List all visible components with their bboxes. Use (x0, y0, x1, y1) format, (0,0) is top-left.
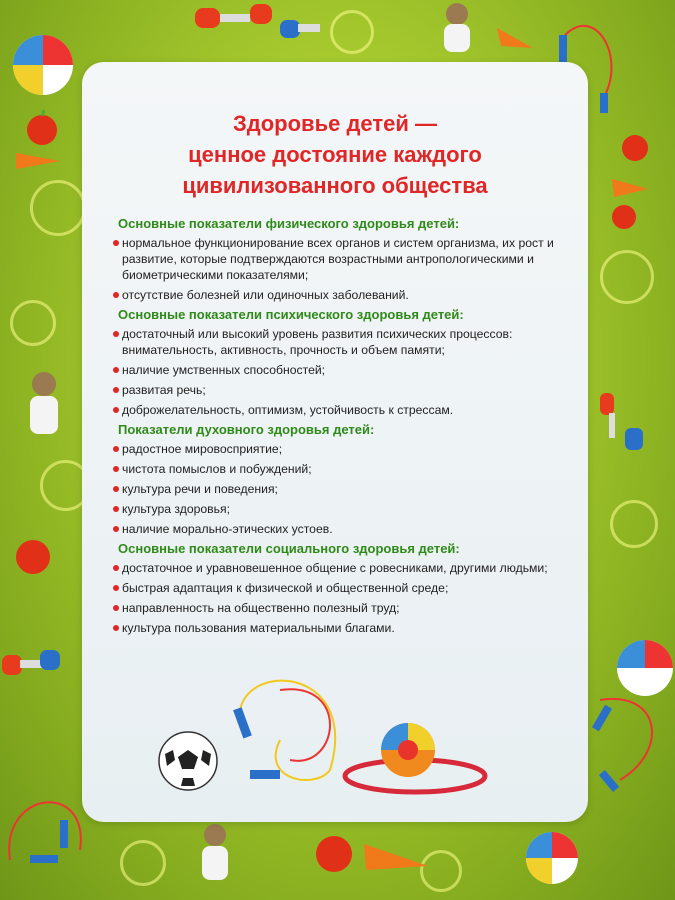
item-text: достаточное и уравновешенное общение с ровесниками, другими людьми; (122, 561, 548, 575)
list-item (112, 461, 562, 477)
carrot-icon (610, 175, 650, 201)
item-text: развитая речь; (122, 383, 206, 397)
list-item (112, 580, 562, 596)
list-item (112, 600, 562, 616)
section-spiritual (112, 422, 562, 537)
title-line: Здоровье детей — (232, 111, 437, 136)
carrot-icon (362, 836, 432, 876)
list-item (112, 620, 562, 636)
item-text: доброжелательность, оптимизм, устойчивость к стрессам. (122, 403, 454, 417)
dumbbell-icon (595, 388, 650, 458)
bullet-icon (113, 407, 119, 413)
bullet-icon (113, 585, 119, 591)
decor-ring (120, 840, 166, 886)
carrot-icon (14, 145, 64, 175)
beach-ball-icon (610, 638, 675, 698)
indicator-list (112, 441, 562, 537)
bullet-icon (113, 331, 119, 337)
teddy-bear-icon (432, 0, 482, 55)
bullet-icon (113, 565, 119, 571)
item-text: культура речи и поведения; (122, 482, 278, 496)
bullet-icon (113, 506, 119, 512)
list-item (112, 326, 562, 358)
section-heading: Основные показатели физического здоровья детей: (118, 216, 460, 231)
bullet-icon (113, 367, 119, 373)
title-line: цивилизованного общества (182, 173, 488, 198)
bullet-icon (113, 605, 119, 611)
list-item (112, 362, 562, 378)
list-item (112, 441, 562, 457)
bullet-icon (113, 625, 119, 631)
list-item (112, 521, 562, 537)
apple-icon (22, 108, 62, 148)
section-heading: Показатели духовного здоровья детей: (118, 422, 375, 437)
bullet-icon (113, 240, 119, 246)
decor-ring (30, 180, 86, 236)
apple-icon (618, 130, 653, 165)
bullet-icon (113, 486, 119, 492)
section-psychological (112, 307, 562, 418)
section-social (112, 541, 562, 636)
item-text: направленность на общественно полезный труд; (122, 601, 400, 615)
indicator-list (112, 560, 562, 636)
dumbbell-icon (0, 630, 70, 690)
item-text: достаточный или высокий уровень развития психических процессов: внимательность, активность, прочность и объем памяти; (122, 327, 513, 357)
item-text: наличие умственных способностей; (122, 363, 326, 377)
beach-ball-icon (8, 30, 78, 100)
jump-rope-icon (580, 690, 675, 800)
carrot-icon (495, 22, 535, 54)
item-text: отсутствие болезней или одиночных заболеваний. (122, 288, 409, 302)
item-text: быстрая адаптация к физической и общественной среде; (122, 581, 449, 595)
bullet-icon (113, 466, 119, 472)
indicator-list (112, 235, 562, 303)
item-text: культура здоровья; (122, 502, 230, 516)
beach-ball-icon (378, 720, 438, 780)
decor-ring (600, 250, 654, 304)
soccer-ball-icon (155, 728, 221, 794)
decor-ring (10, 300, 56, 346)
beach-ball-icon (522, 828, 582, 888)
dumbbell-icon (190, 0, 330, 50)
apple-icon (12, 535, 54, 577)
list-item (112, 287, 562, 303)
list-item (112, 235, 562, 283)
item-text: чистота помыслов и побуждений; (122, 462, 312, 476)
list-item (112, 402, 562, 418)
page-title (82, 108, 588, 201)
bullet-icon (113, 387, 119, 393)
bullet-icon (113, 526, 119, 532)
section-physical (112, 216, 562, 303)
list-item (112, 481, 562, 497)
apple-icon (312, 830, 357, 875)
teddy-bear-icon (190, 822, 240, 884)
section-heading: Основные показатели психического здоровья детей: (118, 307, 464, 322)
bullet-icon (113, 446, 119, 452)
item-text: культура пользования материальными благами. (122, 621, 395, 635)
bullet-icon (113, 292, 119, 298)
teddy-bear-icon (18, 370, 70, 440)
health-indicators (112, 212, 562, 640)
item-text: наличие морально-этических устоев. (122, 522, 333, 536)
title-line: ценное достояние каждого (188, 142, 482, 167)
indicator-list (112, 326, 562, 418)
item-text: нормальное функционирование всех органов и систем организма, их рост и развитие, которые подтверждаются возрастными антропологическими и биометрическими показателями; (122, 236, 554, 282)
list-item (112, 382, 562, 398)
list-item (112, 501, 562, 517)
decor-ring (330, 10, 374, 54)
section-heading: Основные показатели социального здоровья детей: (118, 541, 460, 556)
decor-ring (610, 500, 658, 548)
item-text: радостное мировосприятие; (122, 442, 283, 456)
list-item (112, 560, 562, 576)
apple-icon (608, 200, 640, 232)
